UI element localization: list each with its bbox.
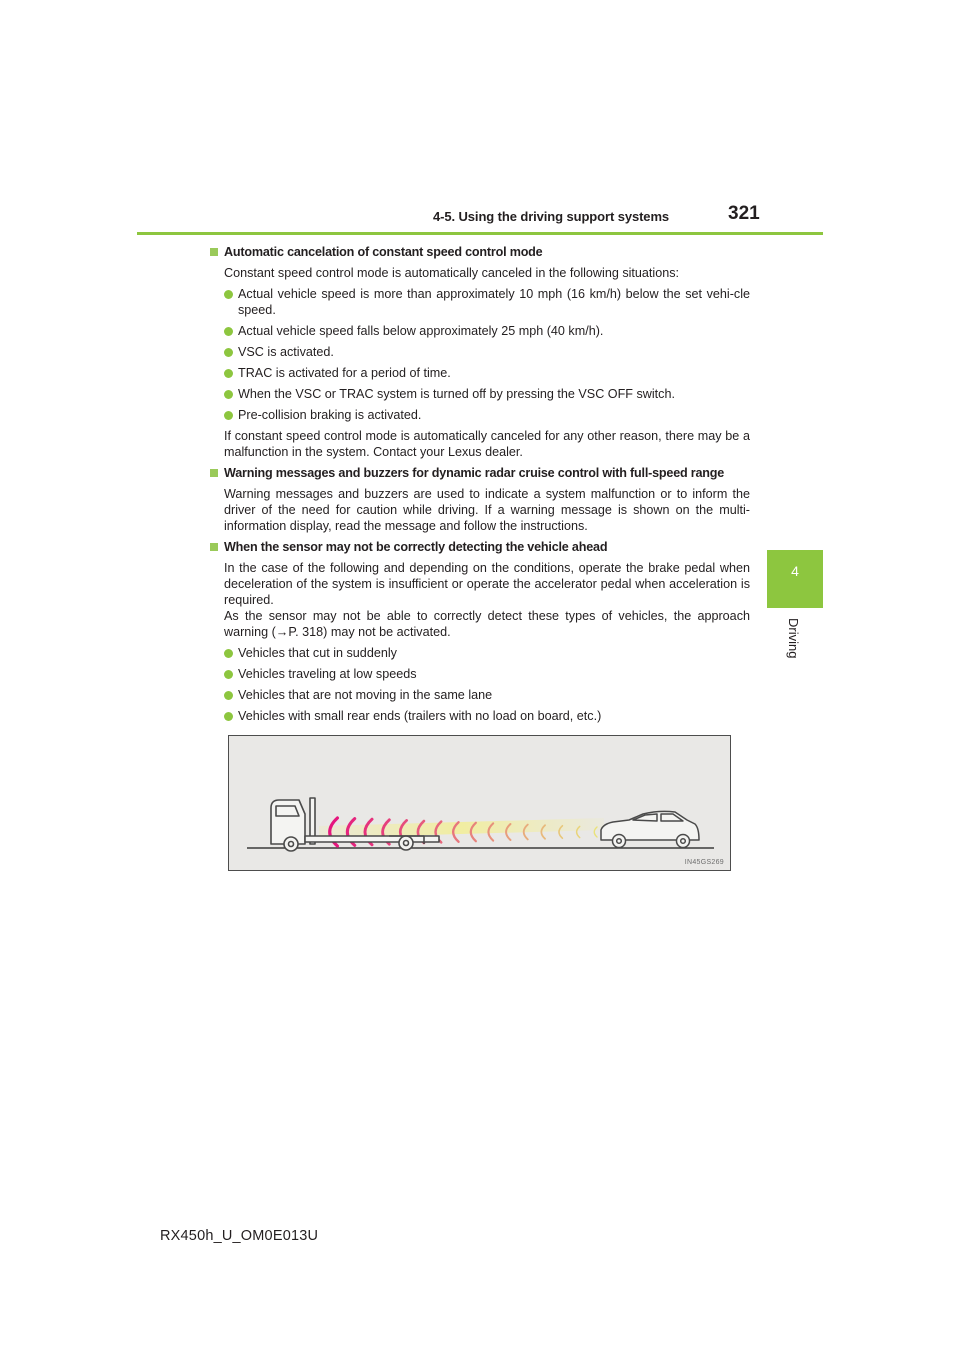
circle-bullet-icon [224,712,233,721]
circle-bullet-icon [224,290,233,299]
content [210,244,750,729]
header-section-title: 4-5. Using the driving support systems [433,209,670,224]
paragraph: Warning messages and buzzers are used to indicate a system malfunction or to inform the driver of the need for caution while driving. If a warning message is shown on the multi-information display, read the message and follow the instructions. [224,487,750,533]
page-number: 321 [728,203,760,224]
list-item: Vehicles traveling at low speeds [224,666,750,682]
circle-bullet-icon [224,369,233,378]
list-item: Actual vehicle speed falls below approximately 25 mph (40 km/h). [224,323,750,339]
list-item: Actual vehicle speed is more than approximately 10 mph (16 km/h) below the set vehi-cle speed. [224,286,750,318]
circle-bullet-icon [224,327,233,336]
side-tab[interactable] [767,550,823,608]
circle-bullet-icon [224,670,233,679]
list-item: When the VSC or TRAC system is turned off by pressing the VSC OFF switch. [224,386,750,402]
radar-illustration [228,735,731,871]
square-bullet-icon [210,543,218,551]
list-item: Vehicles with small rear ends (trailers with no load on board, etc.) [224,708,750,724]
circle-bullet-icon [224,348,233,357]
square-bullet-icon [210,469,218,477]
section-heading: When the sensor may not be correctly detecting the vehicle ahead [210,539,750,555]
list-item: Vehicles that cut in suddenly [224,645,750,661]
list-item: Vehicles that are not moving in the same lane [224,687,750,703]
square-bullet-icon [210,248,218,256]
header-rule [137,232,823,235]
side-label: Driving [786,618,801,659]
figure-id-label: IN45GS269 [684,859,724,866]
section-heading: Automatic cancelation of constant speed control mode [210,244,750,260]
sedan-car-icon [601,811,699,847]
circle-bullet-icon [224,691,233,700]
footer-model-code: RX450h_U_OM0E013U [160,1228,319,1244]
circle-bullet-icon [224,649,233,658]
paragraph: Constant speed control mode is automatically canceled in the following situations: [224,266,680,280]
paragraph: If constant speed control mode is automatically canceled for any other reason, there may be a malfunction in the system. Contact your Lexus dealer. [224,429,750,459]
radar-illustration-svg [229,736,730,870]
side-tab-number: 4 [791,563,799,579]
circle-bullet-icon [224,390,233,399]
list-item: VSC is activated. [224,344,750,360]
circle-bullet-icon [224,411,233,420]
section-heading: Warning messages and buzzers for dynamic radar cruise control with full-speed range [210,465,750,481]
list-item: TRAC is activated for a period of time. [224,365,750,381]
paragraph: In the case of the following and depending on the conditions, operate the brake pedal when deceleration of the system is insufficient or operate the accelerator pedal when acceleration is required. [224,561,750,607]
list-item: Pre-collision braking is activated. [224,407,750,423]
paragraph: As the sensor may not be able to correctly detect these types of vehicles, the approach warning (→P. 318) may not be activated. [224,609,750,639]
